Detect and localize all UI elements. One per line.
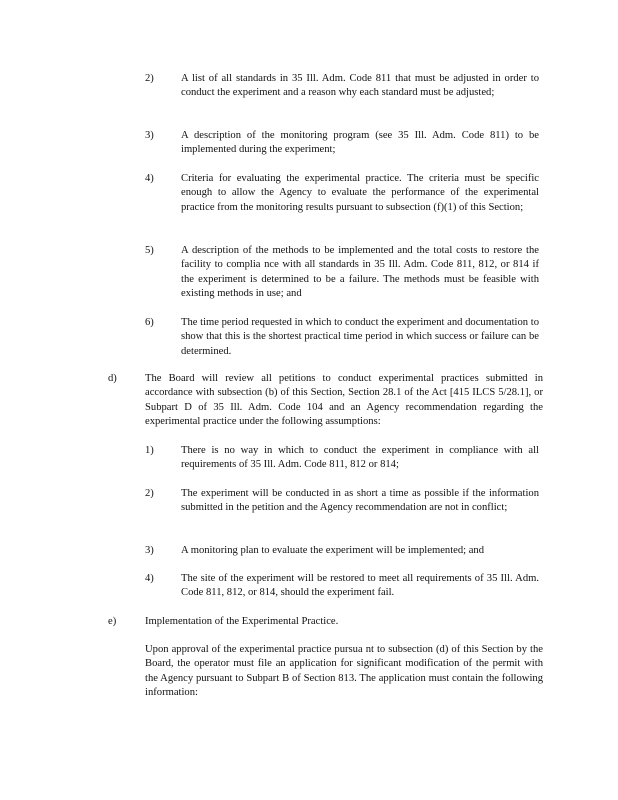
item-number: 2) — [145, 73, 154, 84]
item-number: 2) — [145, 488, 154, 499]
item-letter: d) — [108, 373, 117, 384]
item-text: The time period requested in which to conduct the experiment and documentation to show that this is the shortest practical time period in which success or failure can be determined. — [181, 317, 539, 357]
item-number: 4) — [145, 173, 154, 184]
item-text: The Board will review all petitions to conduct experimental practices submitted in accordance with subsection (b) of this Section, Section 28.1 of the Act [415 ILCS 5/28.1], or Subpart D of 35 Ill. Adm. Code 104 and an Agency recommendation regarding the experimental practice under the following assumptions: — [145, 373, 543, 428]
item-text: A list of all standards in 35 Ill. Adm. Code 811 that must be adjusted in order to conduct the experiment and a reason why each standard must be adjusted; — [181, 73, 539, 99]
subsection-e-paragraph: Upon approval of the experimental practice pursua nt to subsection (d) of this Section by the Board, the operator must file an application for significant modification of the permit with the Agency pursuant to Subpart B of Section 813. The application must contain the following information: — [145, 644, 543, 699]
item-number: 6) — [145, 317, 154, 328]
item-letter: e) — [108, 616, 117, 627]
item-text: Criteria for evaluating the experimental practice. The criteria must be specific enough to allow the Agency to evaluate the performance of the experimental practice from the monitoring results pursuant to subsection (f)(1) of this Section; — [181, 173, 539, 213]
item-number: 4) — [145, 573, 154, 584]
item-text: A description of the methods to be implemented and the total costs to restore the facility to complia nce with all standards in 35 Ill. Adm. Code 811, 812, or 814 if the experiment is determined to be a failure. The methods must be feasible with existing methods in use; and — [181, 245, 539, 300]
item-heading: Implementation of the Experimental Practice. — [145, 616, 339, 627]
item-number: 5) — [145, 245, 154, 256]
item-text: The experiment will be conducted in as short a time as possible if the information submitted in the petition and the Agency recommendation are not in conflict; — [181, 488, 539, 514]
item-text: There is no way in which to conduct the experiment in compliance with all requirements of 35 Ill. Adm. Code 811, 812 or 814; — [181, 445, 539, 471]
item-text: The site of the experiment will be restored to meet all requirements of 35 Ill. Adm. Code 811, 812, or 814, should the experiment fail. — [181, 573, 539, 599]
item-number: 3) — [145, 545, 154, 556]
item-number: 3) — [145, 130, 154, 141]
item-text: A monitoring plan to evaluate the experiment will be implemented; and — [181, 545, 485, 556]
item-text: A description of the monitoring program (see 35 Ill. Adm. Code 811) to be implemented during the experiment; — [181, 130, 539, 156]
item-number: 1) — [145, 445, 154, 456]
